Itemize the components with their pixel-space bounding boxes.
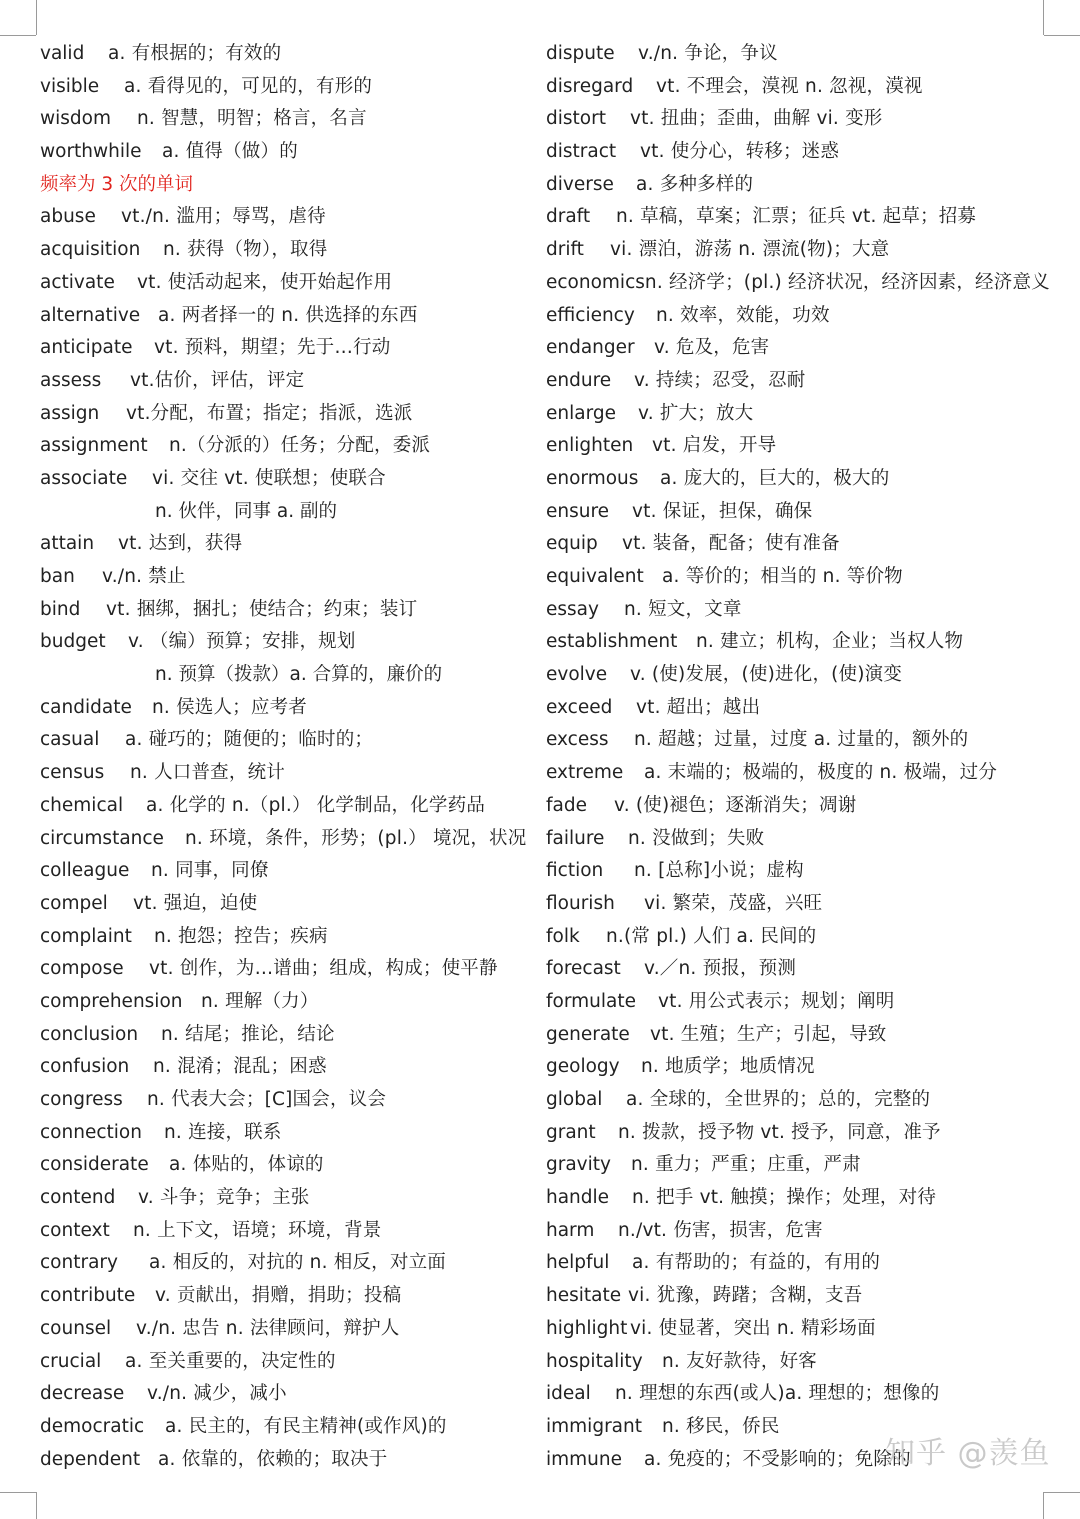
vocab-word: global	[546, 1089, 603, 1110]
vocab-word: bind	[40, 598, 81, 620]
crop-mark-bottom-left-h	[0, 1492, 36, 1493]
vocab-definition: vt. 使分心，转移；迷惑	[640, 141, 840, 163]
vocab-definition: a. 值得（做）的	[162, 141, 298, 163]
vocab-definition: n. [总称]小说；虚构	[634, 860, 804, 882]
vocab-entry	[546, 724, 1056, 757]
vocab-entry	[546, 103, 1056, 136]
vocab-entry	[546, 300, 1056, 333]
vocab-entry	[546, 921, 1056, 954]
vocab-definition: n. 侯选人；应考者	[152, 696, 307, 718]
vocab-word: evolve	[546, 664, 608, 686]
vocab-entry	[40, 430, 535, 463]
vocab-definition: a. 免疫的；不受影响的；免除的	[644, 1448, 911, 1470]
vocab-definition: v. 持续；忍受，忍耐	[634, 369, 806, 391]
vocab-entry	[546, 1346, 1056, 1379]
crop-mark-top-right-v	[1043, 0, 1044, 35]
vocab-definition: n. 理解（力）	[201, 990, 319, 1012]
vocab-definition: a. 等价的；相当的 n. 等价物	[662, 566, 903, 587]
vocab-entry	[546, 169, 1056, 202]
vocab-word: geology	[546, 1056, 620, 1078]
vocab-word: essay	[546, 598, 599, 620]
vocab-definition: a. 体贴的，体谅的	[169, 1154, 324, 1176]
crop-mark-top-left-h	[0, 35, 36, 36]
vocab-word: democratic	[40, 1415, 145, 1437]
vocab-word: highlight	[546, 1317, 628, 1339]
vocab-word: crucial	[40, 1350, 102, 1372]
vocab-entry	[40, 1346, 535, 1379]
vocab-definition: a. 民主的，有民主精神(或作风)的	[165, 1415, 447, 1437]
vocab-word: hospitality	[546, 1350, 643, 1372]
vocab-word: draft	[546, 206, 591, 228]
vocab-word: enlighten	[546, 435, 634, 457]
crop-mark-bottom-right-v	[1043, 1492, 1044, 1519]
left-column	[40, 38, 535, 1476]
vocab-entry	[40, 1215, 535, 1248]
vocab-definition: a. 有根据的；有效的	[108, 43, 282, 64]
vocab-word: associate	[40, 467, 128, 489]
vocab-definition: vt. 不理会，漠视 n. 忽视，漠视	[656, 75, 923, 97]
vocab-definition: vt. 用公式表示；规划；阐明	[658, 990, 895, 1012]
vocab-entry	[40, 38, 535, 71]
vocab-definition: n. 同事，同僚	[151, 860, 269, 882]
vocab-entry	[40, 528, 535, 561]
vocab-definition: a. 有帮助的；有益的，有用的	[632, 1252, 881, 1274]
vocab-word: diverse	[546, 173, 614, 195]
vocab-definition: n. 超越；过量，过度 a. 过量的，额外的	[634, 729, 969, 751]
vocab-word: candidate	[40, 696, 132, 718]
vocab-word: complaint	[40, 925, 132, 947]
vocab-entry	[40, 201, 535, 234]
vocab-word: counsel	[40, 1317, 112, 1339]
vocab-definition: a. 看得见的，可见的，有形的	[124, 75, 373, 97]
vocab-entry	[40, 757, 535, 790]
vocab-entry	[40, 986, 535, 1019]
vocab-word: wisdom	[40, 108, 111, 130]
vocab-word: considerate	[40, 1154, 149, 1176]
vocab-word: disregard	[546, 75, 634, 97]
vocab-entry	[546, 430, 1056, 463]
vocab-definition: n. 代表大会；[C]国会，议会	[147, 1089, 387, 1110]
vocab-definition: a. 至关重要的，决定性的	[125, 1350, 336, 1372]
vocab-definition: v. （编）预算；安排，规划	[128, 631, 356, 653]
vocab-word: folk	[546, 925, 580, 947]
vocab-entry	[40, 1280, 535, 1313]
vocab-word: equivalent	[546, 566, 644, 587]
vocab-word: establishment	[546, 631, 678, 653]
vocab-entry	[546, 594, 1056, 627]
vocab-entry	[40, 692, 535, 725]
vocab-definition: v./n. 忠告 n. 法律顾问，辩护人	[136, 1317, 400, 1339]
vocab-entry	[546, 496, 1056, 529]
vocab-word: visible	[40, 75, 100, 97]
vocab-word: forecast	[546, 958, 621, 980]
vocab-word: attain	[40, 533, 95, 555]
vocab-entry	[546, 888, 1056, 921]
vocab-word: comprehension	[40, 990, 183, 1012]
vocab-word: handle	[546, 1187, 610, 1209]
vocab-definition: n. 环境，条件，形势；(pl.） 境况，状况	[185, 827, 527, 849]
vocab-definition: v. (使)褪色；逐渐消失；凋谢	[614, 794, 857, 816]
entry-continuation: n. 预算（拨款）a. 合算的，廉价的	[155, 664, 443, 686]
vocab-word: excess	[546, 729, 609, 751]
vocab-definition: a. 全球的，全世界的；总的，完整的	[626, 1089, 931, 1110]
vocab-definition: n./vt. 伤害，损害，危害	[618, 1219, 823, 1241]
vocab-word: ban	[40, 566, 75, 587]
vocab-word: helpful	[546, 1252, 610, 1274]
vocab-word: decrease	[40, 1383, 125, 1405]
vocab-definition: n. 拨款，授予物 vt. 授予，同意，准予	[618, 1121, 941, 1143]
vocab-definition: vi. 繁荣，茂盛，兴旺	[644, 892, 823, 914]
vocab-word: connection	[40, 1121, 142, 1143]
vocab-word: ideal	[546, 1383, 591, 1405]
vocab-definition: n. 获得（物），取得	[163, 239, 328, 261]
vocab-definition: n. 智慧，明智；格言，名言	[137, 108, 367, 130]
vocab-word: contrary	[40, 1252, 118, 1274]
vocab-entry	[546, 1149, 1056, 1182]
vocab-entry	[40, 136, 535, 169]
vocab-entry	[546, 561, 1056, 594]
vocab-word: extreme	[546, 762, 624, 784]
vocab-definition: v. 斗争；竞争；主张	[138, 1187, 310, 1209]
vocab-definition: v. 危及，危害	[654, 337, 770, 359]
vocab-definition: n.（分派的）任务；分配，委派	[169, 435, 431, 457]
vocab-word: compose	[40, 958, 124, 980]
vocab-word: contend	[40, 1187, 116, 1209]
vocab-definition: v.／n. 预报，预测	[644, 958, 797, 980]
vocab-entry	[546, 659, 1056, 692]
vocab-definition: vt. 预料，期望；先于…行动	[154, 337, 391, 359]
vocab-entry	[546, 1378, 1056, 1411]
vocab-word: endanger	[546, 337, 635, 359]
crop-mark-top-right-h	[1044, 35, 1080, 36]
vocab-definition: n. 移民，侨民	[662, 1415, 780, 1437]
vocab-definition: vt. 超出；越出	[636, 696, 761, 718]
vocab-definition: n. 地质学；地质情况	[641, 1056, 815, 1078]
vocab-word: dispute	[546, 43, 615, 64]
vocab-word: assignment	[40, 435, 148, 457]
vocab-definition: v./n. 争论，争议	[638, 43, 778, 64]
vocab-definition: vt. 达到，获得	[118, 533, 243, 555]
vocab-entry	[40, 1378, 535, 1411]
vocab-word: colleague	[40, 860, 130, 882]
vocab-word: exceed	[546, 696, 613, 718]
vocab-entry	[40, 71, 535, 104]
vocab-word: acquisition	[40, 239, 141, 261]
vocab-definition: vt. 保证，担保，确保	[632, 500, 813, 522]
vocab-definition: vt./n. 滥用；辱骂，虐待	[121, 206, 326, 228]
vocab-definition: n. 短文，文章	[624, 598, 742, 620]
vocab-definition: n. 草稿，草案；汇票；征兵 vt. 起草；招募	[616, 206, 977, 228]
vocab-definition: v./n. 禁止	[102, 566, 186, 587]
vocab-definition: a. 相反的，对抗的 n. 相反，对立面	[149, 1252, 446, 1274]
vocab-word: dependent	[40, 1448, 141, 1470]
vocab-entry	[40, 626, 535, 659]
vocab-entry	[546, 463, 1056, 496]
vocab-word: grant	[546, 1121, 596, 1143]
vocab-definition: a. 依靠的，依赖的；取决于	[158, 1448, 388, 1470]
vocab-entry	[40, 1051, 535, 1084]
vocab-entry	[546, 528, 1056, 561]
vocab-definition: vt. 强迫，迫使	[133, 892, 258, 914]
vocab-entry	[546, 365, 1056, 398]
vocab-entry	[40, 365, 535, 398]
vocab-entry	[546, 823, 1056, 856]
vocab-word: enormous	[546, 467, 639, 489]
vocab-definition: n.(常 pl.) 人们 a. 民间的	[606, 925, 817, 947]
vocab-word: flourish	[546, 892, 615, 914]
vocab-definition: vt. 装备，配备；使有准备	[622, 533, 840, 555]
vocab-definition: a. 两者择一的 n. 供选择的东西	[158, 304, 418, 326]
vocab-definition: n. 友好款待，好客	[662, 1350, 817, 1372]
vocab-word: distract	[546, 141, 617, 163]
vocab-entry	[40, 1313, 535, 1346]
vocab-word: ensure	[546, 500, 610, 522]
vocab-word: harm	[546, 1219, 595, 1241]
vocab-word: gravity	[546, 1154, 611, 1176]
vocab-word: census	[40, 762, 105, 784]
vocab-entry	[546, 855, 1056, 888]
vocab-entry	[40, 953, 535, 986]
vocab-definition: n. 连接，联系	[164, 1121, 282, 1143]
vocab-entry	[40, 561, 535, 594]
vocab-definition: vt. 创作，为…谱曲；组成，构成；使平静	[149, 958, 498, 980]
vocab-definition: n. 抱怨；控告；疾病	[154, 925, 328, 947]
vocab-entry	[40, 1182, 535, 1215]
vocab-definition: n. 把手 vt. 触摸；操作；处理，对待	[632, 1187, 937, 1209]
vocab-entry	[40, 103, 535, 136]
vocab-entry	[546, 267, 1056, 300]
vocab-entry	[546, 1215, 1056, 1248]
vocab-entry	[40, 724, 535, 757]
vocab-word: fade	[546, 794, 587, 816]
vocab-entry	[40, 463, 535, 496]
vocab-definition: n. 混淆；混乱；困惑	[153, 1056, 327, 1078]
vocab-word: immune	[546, 1448, 623, 1470]
vocab-entry	[546, 1084, 1056, 1117]
vocab-entry	[546, 38, 1056, 71]
vocab-entry	[546, 1051, 1056, 1084]
vocab-entry	[546, 398, 1056, 431]
vocab-entry	[40, 921, 535, 954]
vocab-word: generate	[546, 1023, 630, 1045]
vocab-definition: vt. 捆绑，捆扎；使结合；约束；装订	[106, 598, 418, 620]
vocab-word: confusion	[40, 1056, 130, 1078]
vocab-word: failure	[546, 827, 605, 849]
crop-mark-top-left-v	[36, 0, 37, 35]
vocab-definition: vt. 使活动起来，使开始起作用	[137, 271, 393, 293]
vocab-definition: vt. 生殖；生产；引起，导致	[650, 1023, 887, 1045]
vocab-word: activate	[40, 271, 115, 293]
vocab-entry	[40, 398, 535, 431]
vocab-entry	[546, 1247, 1056, 1280]
vocab-entry	[40, 1149, 535, 1182]
vocab-word: drift	[546, 239, 584, 261]
crop-mark-bottom-left-v	[36, 1492, 37, 1519]
vocab-definition: vi. 使显著，突出 n. 精彩场面	[630, 1317, 876, 1339]
vocab-word: conclusion	[40, 1023, 139, 1045]
right-column	[546, 38, 1056, 1476]
vocab-word: contribute	[40, 1285, 136, 1307]
vocab-entry	[546, 1019, 1056, 1052]
vocab-definition: a. 碰巧的；随便的；临时的；	[125, 729, 374, 751]
vocab-entry	[40, 1411, 535, 1444]
vocab-word: compel	[40, 892, 108, 914]
vocab-definition: a. 庞大的，巨大的，极大的	[660, 467, 890, 489]
vocab-entry	[546, 234, 1056, 267]
vocab-entry	[40, 823, 535, 856]
vocab-word: casual	[40, 729, 100, 751]
vocab-entry	[40, 855, 535, 888]
vocab-word: endure	[546, 369, 612, 391]
vocab-definition: v./n. 减少，减小	[147, 1383, 287, 1405]
vocab-definition: vt.分配，布置；指定；指派，选派	[126, 402, 413, 424]
vocab-definition: n. 结尾；推论，结论	[161, 1023, 335, 1045]
vocab-word: efficiency	[546, 304, 635, 326]
vocab-entry	[546, 757, 1056, 790]
vocab-entry	[546, 953, 1056, 986]
vocab-word: enlarge	[546, 402, 616, 424]
vocab-definition: vi. 漂泊，游荡 n. 漂流(物)；大意	[610, 239, 890, 261]
vocab-word: formulate	[546, 990, 636, 1012]
vocab-word: anticipate	[40, 337, 133, 359]
vocab-entry	[40, 332, 535, 365]
vocab-entry	[546, 692, 1056, 725]
vocab-entry	[546, 136, 1056, 169]
vocab-definition: v. (使)发展，(使)进化，(使)演变	[630, 664, 903, 686]
vocab-definition: n. 经济学；(pl.) 经济状况，经济因素，经济意义	[644, 271, 1050, 293]
vocab-word: equip	[546, 533, 598, 555]
vocab-entry	[546, 626, 1056, 659]
vocab-entry	[546, 71, 1056, 104]
vocab-definition: a. 末端的；极端的，极度的 n. 极端，过分	[644, 762, 998, 784]
vocab-word: hesitate	[546, 1285, 622, 1307]
vocab-word: valid	[40, 43, 85, 64]
vocab-entry	[40, 1444, 535, 1477]
vocab-entry	[546, 1280, 1056, 1313]
vocab-word: distort	[546, 108, 606, 130]
crop-mark-bottom-right-h	[1044, 1492, 1080, 1493]
vocab-word: chemical	[40, 794, 124, 816]
vocab-entry	[40, 300, 535, 333]
vocab-entry	[546, 986, 1056, 1019]
vocab-entry	[546, 790, 1056, 823]
vocab-definition: v. 贡献出，捐赠，捐助；投稿	[155, 1285, 402, 1307]
watermark: 知乎 @羡鱼	[885, 1436, 1051, 1471]
vocab-entry	[546, 201, 1056, 234]
vocab-word: context	[40, 1219, 110, 1241]
vocab-definition: a. 多种多样的	[636, 173, 754, 195]
vocab-entry	[546, 1182, 1056, 1215]
vocab-entry	[546, 332, 1056, 365]
vocab-definition: n. 效率，效能，功效	[656, 304, 830, 326]
vocab-definition: n. 没做到；失败	[628, 827, 765, 849]
vocab-definition: vt. 扭曲；歪曲，曲解 vi. 变形	[630, 108, 883, 130]
vocab-definition: vi. 犹豫，踌躇；含糊，支吾	[628, 1285, 863, 1307]
vocab-entry	[40, 790, 535, 823]
vocab-word: assign	[40, 402, 100, 424]
vocab-entry	[40, 594, 535, 627]
vocab-definition: vi. 交往 vt. 使联想；使联合	[152, 467, 386, 489]
vocab-word: worthwhile	[40, 141, 142, 163]
vocab-entry	[40, 1084, 535, 1117]
vocab-entry	[546, 1313, 1056, 1346]
vocab-entry	[546, 1117, 1056, 1150]
vocab-word: immigrant	[546, 1415, 642, 1437]
vocab-word: fiction	[546, 860, 604, 882]
vocab-definition: vt. 启发，开导	[652, 435, 777, 457]
vocab-definition: n. 理想的东西(或人)a. 理想的；想像的	[615, 1383, 940, 1405]
vocab-definition: v. 扩大；放大	[638, 402, 754, 424]
entry-continuation: n. 伙伴，同事 a. 副的	[155, 500, 337, 522]
vocab-word: budget	[40, 631, 106, 653]
vocab-definition: n. 重力；严重；庄重，严肃	[631, 1154, 861, 1176]
vocab-definition: vt.估价，评估，评定	[130, 369, 305, 391]
vocab-entry	[40, 1117, 535, 1150]
vocab-word: congress	[40, 1089, 123, 1110]
vocab-word: circumstance	[40, 827, 164, 849]
vocab-definition: a. 化学的 n.（pl.） 化学制品，化学药品	[146, 794, 486, 816]
vocab-word: economics	[546, 271, 645, 293]
vocab-definition: n. 上下文，语境；环境，背景	[133, 1219, 382, 1241]
vocab-definition: n. 人口普查，统计	[130, 762, 285, 784]
vocab-word: alternative	[40, 304, 141, 326]
vocab-word: abuse	[40, 206, 96, 228]
vocab-definition: n. 建立；机构，企业；当权人物	[696, 631, 964, 653]
vocab-entry	[40, 888, 535, 921]
vocab-word: assess	[40, 369, 102, 391]
section-heading: 频率为 3 次的单词	[40, 173, 194, 195]
vocab-entry	[40, 234, 535, 267]
vocab-entry	[40, 267, 535, 300]
vocab-entry	[40, 1019, 535, 1052]
vocab-entry	[40, 1247, 535, 1280]
